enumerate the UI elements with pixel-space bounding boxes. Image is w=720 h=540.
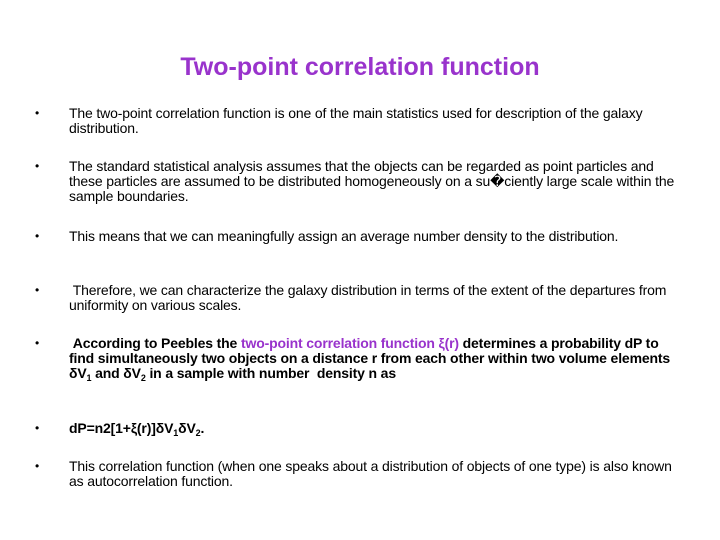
bullet-5-prefix: According to Peebles the [69,335,241,351]
slide-title: Two-point correlation function [180,53,540,81]
bullet-dot: • [35,229,40,243]
bullet-text-7: This correlation function (when one speaks about a distribution of objects of one type) is also known as autocorrelation function. [69,458,672,489]
formula-part3: . [200,420,205,436]
two-point-correlation-highlight: two-point correlation function ξ(r) [240,335,459,351]
formula-part2: δV [178,420,196,436]
bullet-dot: • [35,336,40,350]
bullet-dot: • [35,283,40,297]
bullet-text-2: The standard statistical analysis assumes that the objects can be regarded as point particles and these particles are assumed to be distributed homogeneously on a su�ciently large scale within the sample boundaries. [69,158,675,204]
bullet-text-5 [69,336,681,381]
bullet-5-part1: determines a probability dP to find simultaneously two objects on a distance r from each other within two volume elements δV [69,335,674,381]
bullet-text-3: This means that we can meaningfully assign an average number density to the distribution. [69,228,619,244]
bullet-dot: • [35,159,40,173]
bullet-dot: • [35,421,40,435]
bullet-5-part3: in a sample with number density n as [145,365,396,381]
bullet-text-1: The two-point correlation function is one of the main statistics used for description of the galaxy distribution. [69,105,643,136]
formula-text [69,421,681,436]
bullet-dot: • [35,106,40,120]
formula-part1: dP=n2[1+ξ(r)]δV [69,420,174,436]
formula-subscript-2: 2 [195,428,201,438]
subscript-1: 1 [86,373,92,383]
formula-subscript-1: 1 [173,428,179,438]
bullet-5-part2: and δV [91,365,141,381]
bullet-dot: • [35,459,40,473]
bullet-text-4: Therefore, we can characterize the galaxy distribution in terms of the extent of the departures from uniformity on various scales. [69,282,671,313]
subscript-2: 2 [140,373,146,383]
